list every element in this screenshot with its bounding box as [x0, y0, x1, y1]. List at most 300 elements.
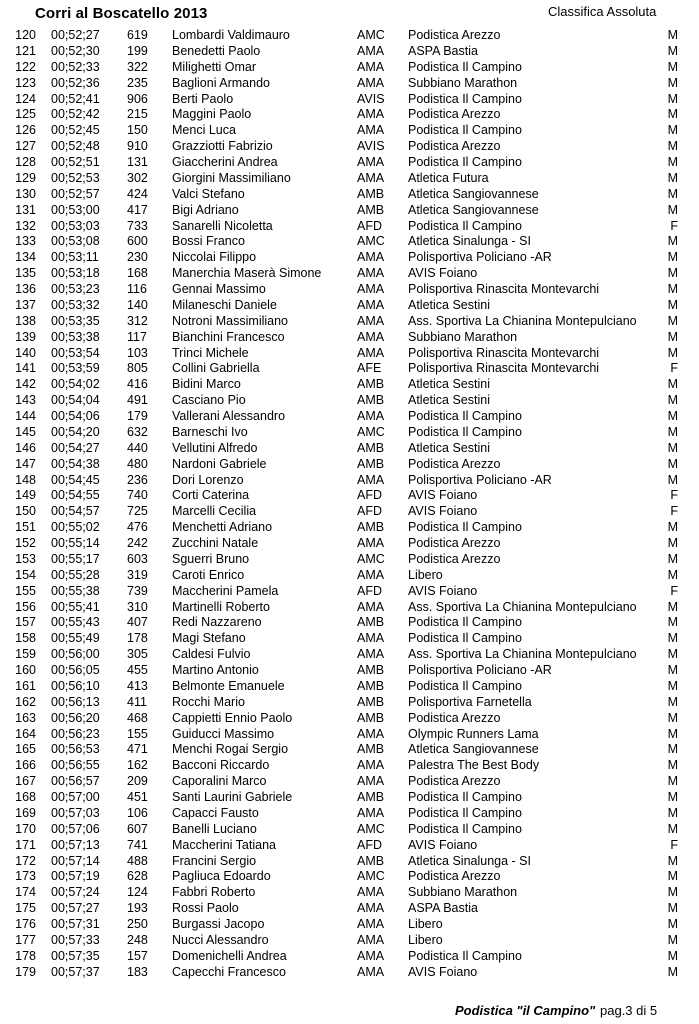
position-cell: 158 — [15, 631, 36, 646]
athlete-name-cell: Maccherini Tatiana — [172, 837, 276, 852]
finish-time-cell: 00;57;00 — [51, 790, 100, 804]
position-cell: 120 — [15, 28, 36, 42]
category-cell: AMC — [357, 424, 385, 439]
position-cell: 173 — [15, 869, 36, 884]
athlete-name-cell: Magi Stefano — [172, 631, 246, 646]
category-cell: AMA — [357, 472, 385, 487]
finish-time-cell: 00;56;55 — [51, 758, 100, 773]
club-name-cell: Palestra The Best Body — [408, 758, 540, 773]
finish-time-cell: 00;52;30 — [51, 43, 100, 58]
table-row — [0, 663, 699, 679]
athlete-name-cell: Vellutini Alfredo — [172, 440, 258, 455]
finish-time-cell: 00;52;45 — [51, 123, 100, 138]
sex-cell: M — [667, 393, 678, 408]
club-name-cell: Podistica Arezzo — [408, 28, 501, 42]
athlete-name-cell: Caroti Enrico — [172, 567, 245, 582]
position-cell: 178 — [15, 948, 36, 963]
finish-time-cell: 00;57;24 — [51, 885, 100, 900]
club-name-cell: Polisportiva Policiano -AR — [408, 663, 552, 677]
sex-cell: M — [667, 282, 678, 296]
position-cell: 137 — [15, 297, 36, 312]
bib-number-cell: 910 — [127, 139, 148, 154]
position-cell: 151 — [15, 520, 36, 535]
bib-number-cell: 193 — [127, 901, 148, 916]
position-cell: 157 — [15, 615, 36, 630]
position-cell: 122 — [15, 59, 36, 74]
bib-number-cell: 199 — [127, 43, 148, 58]
bib-number-cell: 155 — [127, 726, 148, 741]
category-cell: AMB — [357, 694, 385, 709]
table-row — [0, 615, 699, 631]
athlete-name-cell: Grazziotti Fabrizio — [172, 139, 273, 154]
sex-cell: M — [667, 631, 678, 646]
table-row — [0, 330, 699, 346]
athlete-name-cell: Zucchini Natale — [172, 536, 259, 550]
club-name-cell: Atletica Sinalunga - SI — [408, 853, 531, 868]
club-name-cell: Polisportiva Policiano -AR — [408, 250, 552, 265]
sex-cell: M — [667, 139, 678, 154]
category-cell: AMA — [357, 647, 385, 662]
position-cell: 139 — [15, 329, 36, 344]
club-name-cell: Podistica Arezzo — [408, 551, 501, 566]
athlete-name-cell: Niccolai Filippo — [172, 250, 257, 265]
athlete-name-cell: Fabbri Roberto — [172, 885, 256, 900]
position-cell: 155 — [15, 583, 36, 598]
bib-number-cell: 440 — [127, 440, 148, 455]
footer-page-number: pag.3 di 5 — [600, 1003, 658, 1018]
finish-time-cell: 00;53;11 — [51, 250, 99, 265]
finish-time-cell: 00;57;19 — [51, 869, 100, 884]
bib-number-cell: 117 — [127, 329, 147, 344]
athlete-name-cell: Manerchia Maserà Simone — [172, 266, 322, 281]
bib-number-cell: 607 — [127, 821, 148, 836]
finish-time-cell: 00;57;27 — [51, 901, 100, 916]
position-cell: 165 — [15, 742, 36, 757]
position-cell: 132 — [15, 218, 36, 233]
position-cell: 135 — [15, 266, 36, 281]
category-cell: AFD — [357, 218, 382, 233]
position-cell: 161 — [15, 678, 36, 693]
finish-time-cell: 00;54;38 — [51, 456, 100, 471]
position-cell: 129 — [15, 170, 36, 185]
sex-cell: M — [667, 536, 678, 550]
position-cell: 148 — [15, 472, 36, 487]
athlete-name-cell: Burgassi Jacopo — [172, 917, 265, 931]
category-cell: AMA — [357, 313, 385, 328]
category-cell: AMA — [357, 917, 385, 931]
table-row — [0, 266, 699, 282]
sex-cell: M — [667, 901, 678, 916]
table-row — [0, 933, 699, 949]
sex-cell: M — [667, 790, 678, 804]
bib-number-cell: 480 — [127, 456, 148, 471]
sex-cell: M — [667, 821, 678, 836]
finish-time-cell: 00;53;35 — [51, 313, 100, 328]
sex-cell: M — [667, 758, 678, 773]
bib-number-cell: 451 — [127, 790, 148, 804]
finish-time-cell: 00;53;32 — [51, 297, 100, 312]
sex-cell: F — [670, 488, 678, 503]
category-cell: AMC — [357, 28, 385, 42]
category-cell: AMB — [357, 663, 385, 677]
table-row — [0, 234, 699, 250]
category-cell: AMA — [357, 282, 385, 296]
position-cell: 134 — [15, 250, 36, 265]
athlete-name-cell: Capacci Fausto — [172, 805, 259, 820]
position-cell: 125 — [15, 107, 36, 122]
sex-cell: M — [667, 345, 678, 360]
bib-number-cell: 157 — [127, 948, 148, 963]
club-name-cell: Atletica Sestini — [408, 440, 490, 455]
bib-number-cell: 413 — [127, 678, 148, 693]
table-row — [0, 28, 699, 44]
club-name-cell: Podistica Il Campino — [408, 631, 522, 646]
category-cell: AFD — [357, 504, 382, 519]
category-cell: AMA — [357, 758, 385, 773]
bib-number-cell: 131 — [127, 155, 148, 169]
category-cell: AMB — [357, 377, 385, 392]
athlete-name-cell: Rocchi Mario — [172, 694, 245, 709]
club-name-cell: AVIS Foiano — [408, 583, 478, 598]
finish-time-cell: 00;57;33 — [51, 932, 100, 947]
sex-cell: M — [667, 647, 678, 662]
bib-number-cell: 725 — [127, 504, 148, 519]
sex-cell: M — [667, 805, 678, 820]
table-row — [0, 76, 699, 92]
position-cell: 152 — [15, 536, 36, 550]
table-row — [0, 473, 699, 489]
athlete-name-cell: Bidini Marco — [172, 377, 241, 392]
category-cell: AMC — [357, 551, 385, 566]
finish-time-cell: 00;55;14 — [51, 536, 100, 550]
bib-number-cell: 312 — [127, 313, 148, 328]
table-row — [0, 854, 699, 870]
club-name-cell: Podistica Il Campino — [408, 424, 522, 439]
sex-cell: M — [667, 869, 678, 884]
athlete-name-cell: Bacconi Riccardo — [172, 758, 270, 773]
finish-time-cell: 00;53;18 — [51, 266, 100, 281]
table-row — [0, 822, 699, 838]
table-row — [0, 314, 699, 330]
category-cell: AMC — [357, 234, 385, 249]
position-cell: 131 — [15, 202, 36, 217]
club-name-cell: Atletica Sangiovannese — [408, 742, 539, 757]
sex-cell: M — [667, 694, 678, 709]
position-cell: 121 — [15, 43, 36, 58]
table-row — [0, 536, 699, 552]
position-cell: 174 — [15, 885, 36, 900]
athlete-name-cell: Guiducci Massimo — [172, 726, 275, 741]
category-cell: AMA — [357, 805, 385, 820]
category-cell: AMB — [357, 678, 385, 693]
table-row — [0, 901, 699, 917]
sex-cell: M — [667, 91, 678, 106]
athlete-name-cell: Vallerani Alessandro — [172, 409, 286, 423]
athlete-name-cell: Benedetti Paolo — [172, 43, 261, 58]
bib-number-cell: 322 — [127, 59, 148, 74]
category-cell: AMA — [357, 345, 385, 360]
finish-time-cell: 00;55;28 — [51, 567, 100, 582]
bib-number-cell: 302 — [127, 170, 148, 185]
sex-cell: M — [667, 155, 678, 169]
club-name-cell: AVIS Foiano — [408, 266, 478, 281]
athlete-name-cell: Caporalini Marco — [172, 774, 267, 789]
category-cell: AMB — [357, 742, 385, 757]
category-cell: AMA — [357, 170, 385, 185]
table-row — [0, 600, 699, 616]
category-cell: AMA — [357, 631, 385, 646]
bib-number-cell: 488 — [127, 853, 148, 868]
finish-time-cell: 00;56;13 — [51, 694, 100, 709]
results-table — [0, 28, 699, 981]
table-row — [0, 711, 699, 727]
position-cell: 160 — [15, 663, 36, 677]
finish-time-cell: 00;52;27 — [51, 28, 100, 42]
finish-time-cell: 00;54;55 — [51, 488, 100, 503]
finish-time-cell: 00;53;23 — [51, 282, 100, 296]
bib-number-cell: 310 — [127, 599, 148, 614]
category-cell: AMB — [357, 456, 385, 471]
finish-time-cell: 00;53;54 — [51, 345, 100, 360]
finish-time-cell: 00;57;14 — [51, 853, 100, 868]
bib-number-cell: 168 — [127, 266, 148, 281]
position-cell: 164 — [15, 726, 36, 741]
table-row — [0, 568, 699, 584]
club-name-cell: Polisportiva Rinascita Montevarchi — [408, 361, 600, 376]
athlete-name-cell: Nardoni Gabriele — [172, 456, 267, 471]
club-name-cell: Polisportiva Rinascita Montevarchi — [408, 282, 600, 296]
finish-time-cell: 00;57;13 — [51, 837, 100, 852]
club-name-cell: ASPA Bastia — [408, 43, 478, 58]
finish-time-cell: 00;52;33 — [51, 59, 100, 74]
table-row — [0, 552, 699, 568]
bib-number-cell: 150 — [127, 123, 148, 138]
category-cell: AFD — [357, 583, 382, 598]
athlete-name-cell: Pagliuca Edoardo — [172, 869, 271, 884]
bib-number-cell: 162 — [127, 758, 148, 773]
sex-cell: M — [667, 964, 678, 979]
position-cell: 136 — [15, 282, 36, 296]
club-name-cell: Ass. Sportiva La Chianina Montepulciano — [408, 647, 637, 662]
finish-time-cell: 00;55;41 — [51, 599, 100, 614]
position-cell: 177 — [15, 932, 36, 947]
club-name-cell: Subbiano Marathon — [408, 75, 518, 90]
athlete-name-cell: Valci Stefano — [172, 186, 245, 201]
bib-number-cell: 140 — [127, 297, 148, 312]
club-name-cell: Polisportiva Policiano -AR — [408, 472, 552, 487]
athlete-name-cell: Belmonte Emanuele — [172, 678, 285, 693]
category-cell: AMA — [357, 75, 385, 90]
sex-cell: M — [667, 599, 678, 614]
bib-number-cell: 250 — [127, 917, 148, 931]
table-row — [0, 377, 699, 393]
position-cell: 176 — [15, 917, 36, 931]
bib-number-cell: 242 — [127, 536, 148, 550]
athlete-name-cell: Giaccherini Andrea — [172, 155, 278, 169]
position-cell: 133 — [15, 234, 36, 249]
category-cell: AMA — [357, 948, 385, 963]
athlete-name-cell: Giorgini Massimiliano — [172, 170, 291, 185]
table-row — [0, 774, 699, 790]
bib-number-cell: 106 — [127, 805, 148, 820]
sex-cell: M — [667, 377, 678, 392]
table-row — [0, 869, 699, 885]
sex-cell: M — [667, 932, 678, 947]
category-cell: AMB — [357, 520, 385, 535]
table-row — [0, 631, 699, 647]
club-name-cell: Podistica Il Campino — [408, 805, 522, 820]
table-row — [0, 60, 699, 76]
finish-time-cell: 00;54;06 — [51, 409, 100, 423]
athlete-name-cell: Sguerri Bruno — [172, 551, 250, 566]
finish-time-cell: 00;55;38 — [51, 583, 100, 598]
club-name-cell: Podistica Il Campino — [408, 678, 522, 693]
table-row — [0, 520, 699, 536]
bib-number-cell: 603 — [127, 551, 148, 566]
athlete-name-cell: Gennai Massimo — [172, 282, 266, 296]
bib-number-cell: 116 — [127, 282, 147, 296]
club-name-cell: Subbiano Marathon — [408, 329, 518, 344]
club-name-cell: Ass. Sportiva La Chianina Montepulciano — [408, 599, 637, 614]
club-name-cell: Podistica Il Campino — [408, 91, 522, 106]
category-cell: AMC — [357, 821, 385, 836]
category-cell: AVIS — [357, 139, 385, 154]
table-row — [0, 758, 699, 774]
position-cell: 127 — [15, 139, 36, 154]
finish-time-cell: 00;53;03 — [51, 218, 100, 233]
athlete-name-cell: Bigi Adriano — [172, 202, 239, 217]
club-name-cell: AVIS Foiano — [408, 964, 478, 979]
table-row — [0, 155, 699, 171]
category-cell: AMA — [357, 932, 385, 947]
category-cell: AMB — [357, 186, 385, 201]
category-cell: AMB — [357, 440, 385, 455]
category-cell: AMA — [357, 155, 385, 169]
category-cell: AMB — [357, 853, 385, 868]
position-cell: 168 — [15, 790, 36, 804]
athlete-name-cell: Menchetti Adriano — [172, 520, 273, 535]
athlete-name-cell: Rossi Paolo — [172, 901, 239, 916]
finish-time-cell: 00;56;53 — [51, 742, 100, 757]
finish-time-cell: 00;54;27 — [51, 440, 100, 455]
bib-number-cell: 209 — [127, 774, 148, 789]
club-name-cell: Libero — [408, 917, 443, 931]
sex-cell: M — [667, 170, 678, 185]
category-cell: AMA — [357, 266, 385, 281]
table-row — [0, 917, 699, 933]
club-name-cell: Podistica Arezzo — [408, 869, 501, 884]
club-name-cell: Podistica Il Campino — [408, 520, 522, 535]
finish-time-cell: 00;53;08 — [51, 234, 100, 249]
club-name-cell: Atletica Sestini — [408, 297, 490, 312]
sex-cell: M — [667, 726, 678, 741]
athlete-name-cell: Martino Antonio — [172, 663, 259, 677]
athlete-name-cell: Milighetti Omar — [172, 59, 257, 74]
club-name-cell: Podistica Il Campino — [408, 821, 522, 836]
bib-number-cell: 468 — [127, 710, 148, 725]
club-name-cell: Podistica Arezzo — [408, 139, 501, 154]
bib-number-cell: 739 — [127, 583, 148, 598]
table-row — [0, 647, 699, 663]
table-row — [0, 361, 699, 377]
table-row — [0, 92, 699, 108]
category-cell: AMA — [357, 59, 385, 74]
table-row — [0, 504, 699, 520]
position-cell: 147 — [15, 456, 36, 471]
finish-time-cell: 00;52;51 — [51, 155, 100, 169]
footer-brand: Podistica "il Campino" — [455, 1003, 596, 1018]
athlete-name-cell: Santi Laurini Gabriele — [172, 790, 293, 804]
athlete-name-cell: Berti Paolo — [172, 91, 234, 106]
club-name-cell: AVIS Foiano — [408, 837, 478, 852]
finish-time-cell: 00;53;59 — [51, 361, 100, 376]
sex-cell: M — [667, 885, 678, 900]
bib-number-cell: 178 — [127, 631, 148, 646]
table-row — [0, 679, 699, 695]
finish-time-cell: 00;57;37 — [51, 964, 100, 979]
category-cell: AMA — [357, 901, 385, 916]
bib-number-cell: 733 — [127, 218, 148, 233]
bib-number-cell: 741 — [127, 837, 148, 852]
club-name-cell: Podistica Arezzo — [408, 107, 501, 122]
table-row — [0, 885, 699, 901]
position-cell: 172 — [15, 853, 36, 868]
bib-number-cell: 411 — [127, 694, 147, 709]
club-name-cell: Podistica Il Campino — [408, 409, 522, 423]
category-cell: AMA — [357, 567, 385, 582]
table-row — [0, 409, 699, 425]
category-cell: AVIS — [357, 91, 385, 106]
finish-time-cell: 00;52;36 — [51, 75, 100, 90]
category-cell: AMA — [357, 409, 385, 423]
position-cell: 130 — [15, 186, 36, 201]
club-name-cell: Polisportiva Rinascita Montevarchi — [408, 345, 600, 360]
table-row — [0, 346, 699, 362]
table-row — [0, 695, 699, 711]
sex-cell: M — [667, 917, 678, 931]
athlete-name-cell: Lombardi Valdimauro — [172, 28, 290, 42]
category-cell: AFD — [357, 837, 382, 852]
bib-number-cell: 183 — [127, 964, 148, 979]
table-row — [0, 393, 699, 409]
club-name-cell: Atletica Sinalunga - SI — [408, 234, 531, 249]
athlete-name-cell: Redi Nazzareno — [172, 615, 262, 630]
bib-number-cell: 230 — [127, 250, 148, 265]
bib-number-cell: 628 — [127, 869, 148, 884]
club-name-cell: Polisportiva Farnetella — [408, 694, 532, 709]
position-cell: 124 — [15, 91, 36, 106]
sex-cell: M — [667, 59, 678, 74]
club-name-cell: Olympic Runners Lama — [408, 726, 539, 741]
bib-number-cell: 805 — [127, 361, 148, 376]
club-name-cell: ASPA Bastia — [408, 901, 478, 916]
club-name-cell: Subbiano Marathon — [408, 885, 518, 900]
category-cell: AMA — [357, 774, 385, 789]
table-row — [0, 107, 699, 123]
club-name-cell: Podistica Arezzo — [408, 774, 501, 789]
finish-time-cell: 00;54;45 — [51, 472, 100, 487]
sex-cell: M — [667, 234, 678, 249]
athlete-name-cell: Caldesi Fulvio — [172, 647, 251, 662]
finish-time-cell: 00;56;57 — [51, 774, 100, 789]
sex-cell: M — [667, 43, 678, 58]
position-cell: 163 — [15, 710, 36, 725]
sex-cell: M — [667, 520, 678, 535]
club-name-cell: Atletica Sestini — [408, 377, 490, 392]
sex-cell: M — [667, 202, 678, 217]
sex-cell: M — [667, 329, 678, 344]
position-cell: 169 — [15, 805, 36, 820]
